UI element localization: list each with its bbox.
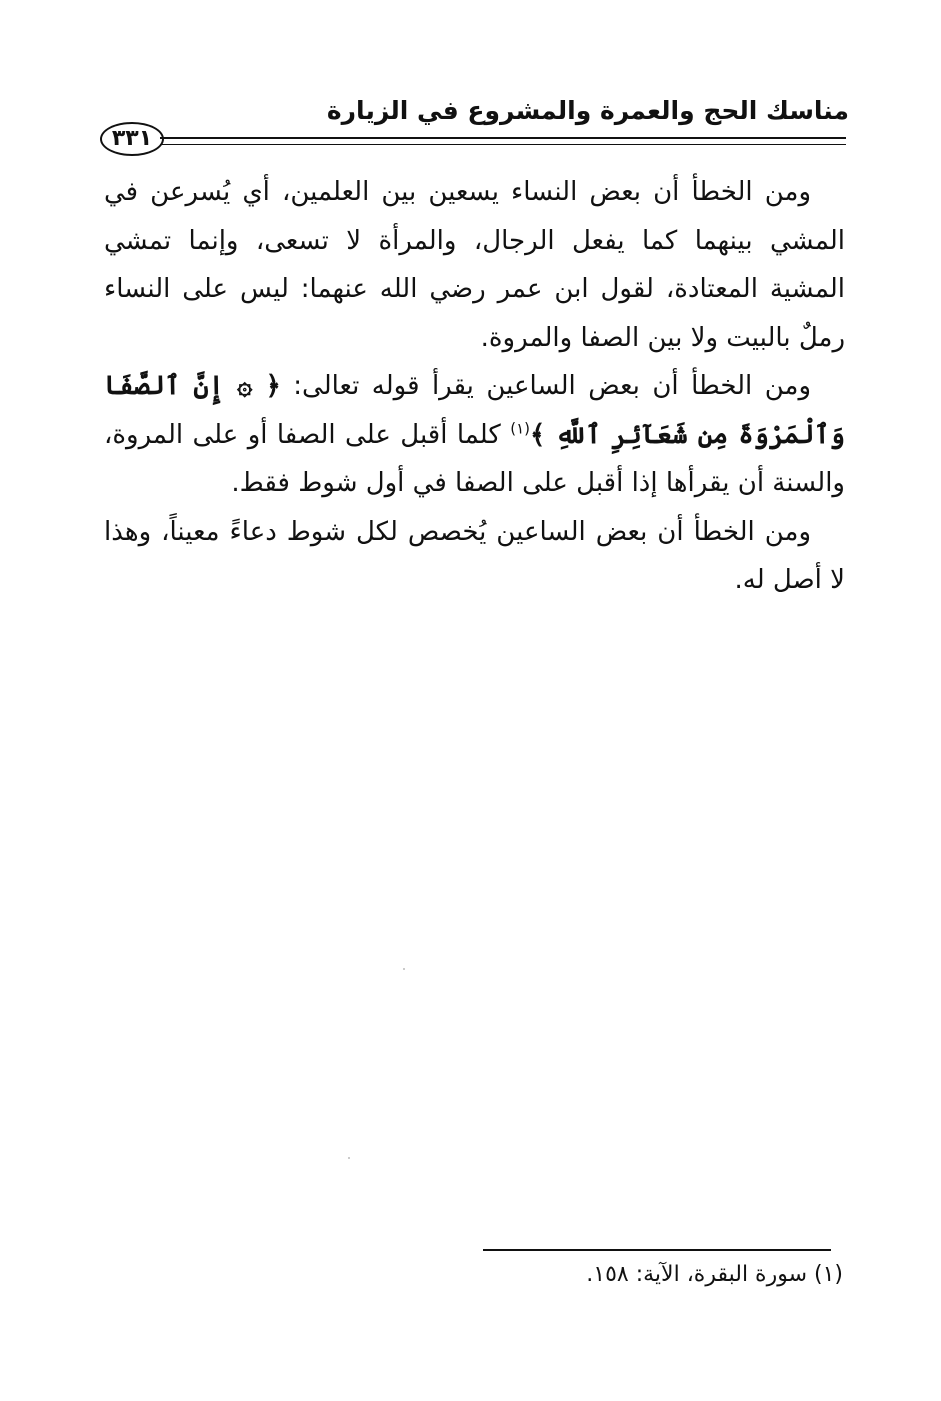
running-header-title: مناسك الحج والعمرة والمشروع في الزيارة	[326, 96, 849, 125]
ornate-open-bracket: ﴿	[265, 371, 281, 401]
footnote-1: (١) سورة البقرة، الآية: ١٥٨.	[586, 1262, 843, 1287]
footnote-reference[interactable]: (١)	[510, 418, 530, 437]
paragraph-verse-recitation	[104, 362, 845, 508]
paragraph-verse-tail: كلما أقبل على الصفا أو على المروة، والسنة أن يقرأها إذا أقبل على الصفا في أول شوط فقط.	[104, 419, 845, 498]
scan-speck	[348, 1157, 350, 1159]
footnote-rule	[483, 1249, 831, 1251]
ornate-close-bracket: ﴾	[530, 419, 546, 450]
header-rule	[160, 137, 846, 145]
page-number: ٣٣١	[100, 122, 164, 156]
paragraph-verse-lead: ومن الخطأ أن بعض الساعين يقرأ قوله تعالى:	[280, 371, 811, 401]
quran-verse: ۞ إِنَّ ٱلصَّفَا وَٱلْمَرْوَةَ مِن شَعَآئِرِ ٱللَّهِ	[104, 371, 845, 450]
paragraph-specific-dua: ومن الخطأ أن بعض الساعين يُخصص لكل شوط دعاءً معيناً، وهذا لا أصل له.	[104, 516, 845, 595]
main-text	[104, 168, 845, 605]
scan-speck	[403, 968, 405, 970]
paragraph-women-running: ومن الخطأ أن بعض النساء يسعين بين العلمين، أي يُسرعن في المشي بينهما كما يفعل الرجال، والمرأة لا تسعى، وإنما تمشي المشية المعتادة، لقول ابن عمر رضي الله عنهما: ليس على النساء رملٌ بالبيت ولا بين الصفا والمروة.	[104, 177, 845, 353]
